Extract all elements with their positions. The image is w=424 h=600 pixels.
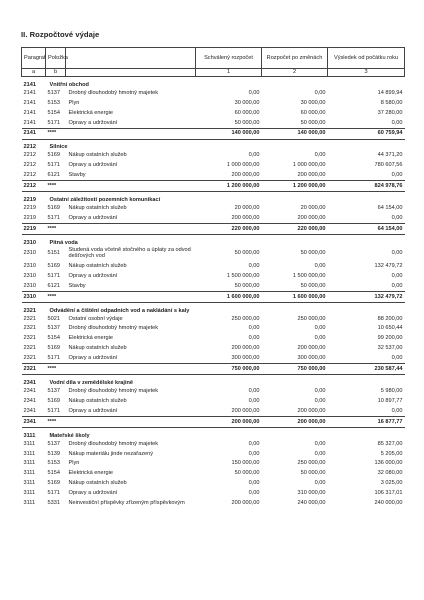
item-text-cell: Opravy a udržování bbox=[68, 355, 118, 362]
item-text-cell: Opravy a udržování bbox=[68, 272, 118, 279]
section-code: 3111 bbox=[23, 432, 36, 439]
subtotal-row bbox=[22, 224, 405, 235]
subtotal-row bbox=[22, 181, 405, 192]
po-zmenach-cell: 30 000,00 bbox=[300, 99, 326, 106]
item-text-cell bbox=[66, 416, 196, 427]
vysledek-cell: 0,00 bbox=[391, 282, 403, 289]
schvaleny-cell: 0,00 bbox=[248, 89, 260, 96]
po-zmenach-cell: 310 000,00 bbox=[297, 490, 326, 497]
vysledek-cell: 10 897,77 bbox=[377, 397, 403, 404]
polozka-cell: 6121 bbox=[47, 172, 60, 179]
schvaleny-cell: 0,00 bbox=[248, 440, 260, 447]
paragraf-cell: 2341 bbox=[22, 416, 46, 427]
section-name: Silnice bbox=[49, 144, 68, 151]
table-row bbox=[22, 118, 405, 128]
paragraf-cell: 2321 bbox=[23, 345, 36, 352]
polozka-cell: 5154 bbox=[47, 470, 60, 477]
vysledek-cell: 16 877,77 bbox=[328, 416, 405, 427]
paragraf-cell: 3111 bbox=[23, 440, 36, 447]
item-text-cell bbox=[66, 364, 196, 375]
paragraf-cell: 2310 bbox=[23, 272, 36, 279]
vysledek-cell: 64 154,00 bbox=[328, 224, 405, 235]
schvaleny-cell: 140 000,00 bbox=[196, 128, 262, 139]
header-polozka: Položka bbox=[46, 48, 66, 69]
vysledek-cell: 136 000,00 bbox=[374, 460, 403, 467]
table-row bbox=[22, 246, 405, 261]
paragraf-cell: 3111 bbox=[23, 470, 36, 477]
po-zmenach-cell: 60 000,00 bbox=[300, 109, 326, 116]
paragraf-cell: 3111 bbox=[23, 450, 36, 457]
section-header-row bbox=[22, 235, 405, 247]
item-text-cell: Stavby bbox=[68, 282, 86, 289]
po-zmenach-cell: 240 000,00 bbox=[297, 500, 326, 507]
schvaleny-cell: 0,00 bbox=[248, 152, 260, 159]
vysledek-cell: 132 479,72 bbox=[328, 291, 405, 302]
section-header-row bbox=[22, 302, 405, 314]
table-row bbox=[22, 160, 405, 170]
item-text-cell bbox=[66, 224, 196, 235]
section-header-row bbox=[22, 375, 405, 387]
item-text-cell: Opravy a udržování bbox=[68, 490, 118, 497]
section-name: Vnitřní obchod bbox=[46, 77, 405, 89]
polozka-cell: 5137 bbox=[47, 440, 60, 447]
item-text-cell: Elektrická energie bbox=[68, 470, 113, 477]
vysledek-cell: 37 280,00 bbox=[377, 109, 403, 116]
po-zmenach-cell: 50 000,00 bbox=[300, 119, 326, 126]
schvaleny-cell: 20 000,00 bbox=[234, 205, 260, 212]
vysledek-cell: 240 000,00 bbox=[374, 500, 403, 507]
subtotal-row bbox=[22, 291, 405, 302]
item-text-cell: Ostatní osobní výdaje bbox=[68, 315, 123, 322]
table-row bbox=[22, 353, 405, 363]
header-letter: a bbox=[22, 69, 46, 77]
po-zmenach-cell: 0,00 bbox=[314, 89, 326, 96]
schvaleny-cell: 50 000,00 bbox=[234, 119, 260, 126]
polozka-cell: 5139 bbox=[47, 450, 60, 457]
vysledek-cell: 0,00 bbox=[391, 272, 403, 279]
paragraf-cell: 2321 bbox=[23, 325, 36, 332]
vysledek-cell: 32 537,00 bbox=[377, 345, 403, 352]
header-letter bbox=[66, 69, 196, 77]
polozka-cell: 5171 bbox=[47, 407, 60, 414]
table-row bbox=[22, 439, 405, 449]
paragraf-cell: 2321 bbox=[23, 315, 36, 322]
schvaleny-cell: 1 000 000,00 bbox=[226, 162, 260, 169]
vysledek-cell: 0,00 bbox=[391, 119, 403, 126]
vysledek-cell: 106 317,01 bbox=[374, 490, 403, 497]
item-text-cell bbox=[66, 291, 196, 302]
po-zmenach-cell: 0,00 bbox=[314, 388, 326, 395]
paragraf-cell: 2310 bbox=[23, 262, 36, 269]
header-letter: 1 bbox=[196, 69, 262, 77]
po-zmenach-cell: 1 200 000,00 bbox=[262, 181, 328, 192]
vysledek-cell: 10 650,44 bbox=[377, 325, 403, 332]
polozka-cell: 5169 bbox=[47, 345, 60, 352]
polozka-cell: 5137 bbox=[47, 325, 60, 332]
item-text-cell: Stavby bbox=[68, 172, 86, 179]
paragraf-cell: 2321 bbox=[23, 335, 36, 342]
paragraf-cell: 2341 bbox=[23, 397, 36, 404]
table-row bbox=[22, 343, 405, 353]
item-text-cell: Nákup ostatních služeb bbox=[68, 480, 127, 487]
table-row bbox=[22, 271, 405, 281]
polozka-cell: **** bbox=[46, 128, 66, 139]
item-text-cell: Opravy a udržování bbox=[68, 162, 118, 169]
po-zmenach-cell: 0,00 bbox=[314, 325, 326, 332]
table-row bbox=[22, 386, 405, 396]
table-row bbox=[22, 213, 405, 223]
paragraf-cell: 3111 bbox=[23, 500, 36, 507]
polozka-cell: 6121 bbox=[47, 282, 60, 289]
po-zmenach-cell: 1 500 000,00 bbox=[292, 272, 326, 279]
schvaleny-cell: 150 000,00 bbox=[231, 460, 260, 467]
table-row bbox=[22, 333, 405, 343]
schvaleny-cell: 0,00 bbox=[248, 262, 260, 269]
subtotal-row bbox=[22, 416, 405, 427]
po-zmenach-cell: 0,00 bbox=[314, 152, 326, 159]
po-zmenach-cell: 250 000,00 bbox=[297, 315, 326, 322]
section-name: Odvádění a čištění odpadních vod a nakládání s kaly bbox=[49, 307, 190, 314]
paragraf-cell: 2310 bbox=[23, 250, 36, 257]
item-text-cell: Nákup materiálu jinde nezařazený bbox=[68, 450, 154, 457]
schvaleny-cell: 250 000,00 bbox=[231, 315, 260, 322]
schvaleny-cell: 0,00 bbox=[248, 490, 260, 497]
polozka-cell: 5169 bbox=[47, 205, 60, 212]
item-text-cell: Drobný dlouhodobý hmotný majetek bbox=[68, 325, 159, 332]
item-text-cell: Plyn bbox=[68, 460, 80, 467]
po-zmenach-cell: 250 000,00 bbox=[297, 460, 326, 467]
polozka-cell: **** bbox=[46, 181, 66, 192]
section-header-row bbox=[22, 77, 405, 89]
table-row bbox=[22, 324, 405, 334]
po-zmenach-cell: 220 000,00 bbox=[262, 224, 328, 235]
po-zmenach-cell: 0,00 bbox=[314, 480, 326, 487]
paragraf-cell: 2212 bbox=[23, 162, 36, 169]
vysledek-cell: 5 205,00 bbox=[380, 450, 403, 457]
paragraf-cell: 2341 bbox=[23, 388, 36, 395]
paragraf-cell: 2141 bbox=[23, 89, 36, 96]
table-row bbox=[22, 468, 405, 478]
schvaleny-cell: 200 000,00 bbox=[231, 500, 260, 507]
polozka-cell: 5154 bbox=[47, 335, 60, 342]
po-zmenach-cell: 0,00 bbox=[314, 450, 326, 457]
section-name: Pitná voda bbox=[49, 239, 78, 246]
paragraf-cell: 2310 bbox=[23, 282, 36, 289]
paragraf-cell: 2219 bbox=[23, 205, 36, 212]
schvaleny-cell: 200 000,00 bbox=[231, 172, 260, 179]
paragraf-cell: 3111 bbox=[23, 480, 36, 487]
polozka-cell: 5171 bbox=[47, 119, 60, 126]
polozka-cell: 5171 bbox=[47, 162, 60, 169]
section-code: 2219 bbox=[23, 197, 36, 204]
vysledek-cell: 60 759,94 bbox=[328, 128, 405, 139]
schvaleny-cell: 300 000,00 bbox=[231, 355, 260, 362]
paragraf-cell: 2141 bbox=[22, 128, 46, 139]
vysledek-cell: 88 200,00 bbox=[377, 315, 403, 322]
item-text-cell: Opravy a udržování bbox=[68, 407, 118, 414]
vysledek-cell: 85 327,00 bbox=[377, 440, 403, 447]
header-letter: 2 bbox=[262, 69, 328, 77]
table-row bbox=[22, 98, 405, 108]
vysledek-cell: 0,00 bbox=[391, 250, 403, 257]
po-zmenach-cell: 0,00 bbox=[314, 335, 326, 342]
item-text-cell: Nákup ostatních služeb bbox=[68, 345, 127, 352]
po-zmenach-cell: 1 600 000,00 bbox=[262, 291, 328, 302]
table-row bbox=[22, 449, 405, 459]
vysledek-cell: 132 479,72 bbox=[374, 262, 403, 269]
schvaleny-cell: 50 000,00 bbox=[234, 470, 260, 477]
paragraf-cell: 2321 bbox=[23, 355, 36, 362]
vysledek-cell: 0,00 bbox=[391, 172, 403, 179]
polozka-cell: 5169 bbox=[47, 262, 60, 269]
table-row bbox=[22, 488, 405, 498]
table-row bbox=[22, 314, 405, 324]
table-row bbox=[22, 459, 405, 469]
item-text-cell: Plyn bbox=[68, 99, 80, 106]
vysledek-cell: 8 580,00 bbox=[380, 99, 403, 106]
table-row bbox=[22, 406, 405, 416]
schvaleny-cell: 0,00 bbox=[248, 480, 260, 487]
vysledek-cell: 44 371,20 bbox=[377, 152, 403, 159]
paragraf-cell: 2219 bbox=[23, 215, 36, 221]
item-text-cell: Drobný dlouhodobý hmotný majetek bbox=[68, 440, 159, 447]
item-text-cell: Elektrická energie bbox=[68, 109, 113, 116]
section-code: 2321 bbox=[23, 307, 36, 314]
vysledek-cell: 0,00 bbox=[391, 215, 403, 221]
po-zmenach-cell: 50 000,00 bbox=[300, 282, 326, 289]
polozka-cell: 5154 bbox=[47, 109, 60, 116]
item-text-cell bbox=[66, 128, 196, 139]
item-text-cell: Nákup ostatních služeb bbox=[68, 397, 127, 404]
vysledek-cell: 99 200,00 bbox=[377, 335, 403, 342]
schvaleny-cell: 1 200 000,00 bbox=[196, 181, 262, 192]
polozka-cell: 5169 bbox=[47, 480, 60, 487]
polozka-cell: 5171 bbox=[47, 272, 60, 279]
header-text bbox=[66, 48, 196, 69]
section-code: 2212 bbox=[23, 144, 36, 151]
polozka-cell: 5137 bbox=[47, 89, 60, 96]
schvaleny-cell: 0,00 bbox=[248, 325, 260, 332]
schvaleny-cell: 0,00 bbox=[248, 450, 260, 457]
schvaleny-cell: 60 000,00 bbox=[234, 109, 260, 116]
schvaleny-cell: 200 000,00 bbox=[231, 345, 260, 352]
polozka-cell: 5171 bbox=[47, 215, 60, 221]
section-code: 2341 bbox=[23, 380, 36, 386]
vysledek-cell: 64 154,00 bbox=[377, 205, 403, 212]
section-name: Vodní díla v zemědělské krajině bbox=[49, 380, 134, 386]
po-zmenach-cell: 50 000,00 bbox=[300, 470, 326, 477]
polozka-cell: 5169 bbox=[47, 397, 60, 404]
item-text-cell: Neinvestiční příspěvky zřízeným příspěvkovým bbox=[68, 500, 185, 507]
polozka-cell: **** bbox=[46, 224, 66, 235]
section-header-row bbox=[22, 427, 405, 439]
paragraf-cell: 2212 bbox=[22, 181, 46, 192]
vysledek-cell: 230 587,44 bbox=[328, 364, 405, 375]
table-body bbox=[22, 77, 405, 509]
polozka-cell: **** bbox=[46, 416, 66, 427]
schvaleny-cell: 50 000,00 bbox=[234, 282, 260, 289]
paragraf-cell: 2310 bbox=[22, 291, 46, 302]
item-text-cell: Elektrická energie bbox=[68, 335, 113, 342]
section-code: 2310 bbox=[23, 239, 36, 246]
item-text-cell: Drobný dlouhodobý hmotný majetek bbox=[68, 388, 159, 395]
po-zmenach-cell: 200 000,00 bbox=[297, 407, 326, 414]
po-zmenach-cell: 0,00 bbox=[314, 262, 326, 269]
polozka-cell: 5171 bbox=[47, 355, 60, 362]
polozka-cell: 5169 bbox=[47, 152, 60, 159]
item-text-cell: Nákup ostatních služeb bbox=[68, 152, 127, 159]
paragraf-cell: 3111 bbox=[23, 490, 36, 497]
table-row bbox=[22, 203, 405, 213]
paragraf-cell: 2212 bbox=[23, 152, 36, 159]
table-row bbox=[22, 88, 405, 98]
item-text-cell: Drobný dlouhodobý hmotný majetek bbox=[68, 89, 159, 96]
po-zmenach-cell: 200 000,00 bbox=[297, 172, 326, 179]
schvaleny-cell: 0,00 bbox=[248, 335, 260, 342]
vysledek-cell: 0,00 bbox=[391, 355, 403, 362]
header-po-zmenach: Rozpočet po změnách bbox=[262, 48, 328, 69]
header-letter: 3 bbox=[328, 69, 405, 77]
vysledek-cell: 0,00 bbox=[391, 407, 403, 414]
table-row bbox=[22, 281, 405, 291]
po-zmenach-cell: 140 000,00 bbox=[262, 128, 328, 139]
table-row bbox=[22, 170, 405, 180]
vysledek-cell: 14 899,94 bbox=[377, 89, 403, 96]
polozka-cell: 5153 bbox=[47, 460, 60, 467]
header-schvaleny: Schválený rozpočet bbox=[196, 48, 262, 69]
paragraf-cell: 2212 bbox=[23, 172, 36, 179]
header-vysledek: Výsledek od počátku roku bbox=[328, 48, 405, 69]
polozka-cell: 5171 bbox=[47, 490, 60, 497]
po-zmenach-cell: 1 000 000,00 bbox=[292, 162, 326, 169]
vysledek-cell: 5 980,00 bbox=[380, 388, 403, 395]
table-row bbox=[22, 498, 405, 508]
section-header-row bbox=[22, 139, 405, 151]
item-text-cell: Opravy a udržování bbox=[68, 119, 118, 126]
schvaleny-cell: 30 000,00 bbox=[234, 99, 260, 106]
table-row bbox=[22, 396, 405, 406]
po-zmenach-cell: 20 000,00 bbox=[300, 205, 326, 212]
paragraf-cell: 2321 bbox=[22, 364, 46, 375]
item-text-cell: Nákup ostatních služeb bbox=[68, 262, 127, 269]
po-zmenach-cell: 300 000,00 bbox=[297, 355, 326, 362]
header-paragraf: Paragraf bbox=[22, 48, 46, 69]
schvaleny-cell: 50 000,00 bbox=[234, 250, 260, 257]
po-zmenach-cell: 200 000,00 bbox=[297, 345, 326, 352]
polozka-cell: 5021 bbox=[47, 315, 60, 322]
section-header-row bbox=[22, 192, 405, 204]
po-zmenach-cell: 0,00 bbox=[314, 397, 326, 404]
schvaleny-cell: 750 000,00 bbox=[196, 364, 262, 375]
po-zmenach-cell: 50 000,00 bbox=[300, 250, 326, 257]
po-zmenach-cell: 0,00 bbox=[314, 440, 326, 447]
page-title: II. Rozpočtové výdaje bbox=[21, 30, 100, 39]
schvaleny-cell: 200 000,00 bbox=[231, 215, 260, 221]
table-row bbox=[22, 108, 405, 118]
vysledek-cell: 3 025,00 bbox=[380, 480, 403, 487]
schvaleny-cell: 0,00 bbox=[248, 388, 260, 395]
vysledek-cell: 32 080,00 bbox=[377, 470, 403, 477]
item-text-cell: Opravy a udržování bbox=[68, 215, 118, 221]
subtotal-row bbox=[22, 364, 405, 375]
section-name: Ostatní záležitosti pozemních komunikací bbox=[49, 197, 161, 204]
po-zmenach-cell: 200 000,00 bbox=[297, 215, 326, 221]
polozka-cell: **** bbox=[46, 291, 66, 302]
schvaleny-cell: 1 600 000,00 bbox=[196, 291, 262, 302]
paragraf-cell: 2141 bbox=[23, 109, 36, 116]
paragraf-cell: 2341 bbox=[23, 407, 36, 414]
schvaleny-cell: 200 000,00 bbox=[196, 416, 262, 427]
schvaleny-cell: 0,00 bbox=[248, 397, 260, 404]
table-row bbox=[22, 478, 405, 488]
schvaleny-cell: 1 500 000,00 bbox=[226, 272, 260, 279]
section-name: Mateřské školy bbox=[49, 432, 90, 439]
polozka-cell: **** bbox=[46, 364, 66, 375]
schvaleny-cell: 200 000,00 bbox=[231, 407, 260, 414]
vysledek-cell: 824 978,76 bbox=[328, 181, 405, 192]
polozka-cell: 5137 bbox=[47, 388, 60, 395]
paragraf-cell: 2141 bbox=[23, 99, 36, 106]
schvaleny-cell: 220 000,00 bbox=[196, 224, 262, 235]
section-code: 2141 bbox=[22, 77, 46, 89]
paragraf-cell: 2141 bbox=[23, 119, 36, 126]
polozka-cell: 5153 bbox=[47, 99, 60, 106]
vysledek-cell: 780 607,56 bbox=[374, 162, 403, 169]
subtotal-row bbox=[22, 128, 405, 139]
paragraf-cell: 2219 bbox=[22, 224, 46, 235]
budget-table bbox=[21, 47, 405, 508]
polozka-cell: 5151 bbox=[47, 250, 60, 257]
header-letter: b bbox=[46, 69, 66, 77]
item-text-cell bbox=[66, 181, 196, 192]
item-text-cell: Nákup ostatních služeb bbox=[68, 205, 127, 212]
po-zmenach-cell: 200 000,00 bbox=[262, 416, 328, 427]
table-row bbox=[22, 151, 405, 161]
item-text-cell: Studená voda včetně stočného a úplaty za odvod dešťových vod bbox=[68, 246, 191, 259]
polozka-cell: 5331 bbox=[47, 500, 60, 507]
table-header bbox=[22, 48, 405, 77]
table-row bbox=[22, 261, 405, 271]
paragraf-cell: 3111 bbox=[23, 460, 36, 467]
po-zmenach-cell: 750 000,00 bbox=[262, 364, 328, 375]
